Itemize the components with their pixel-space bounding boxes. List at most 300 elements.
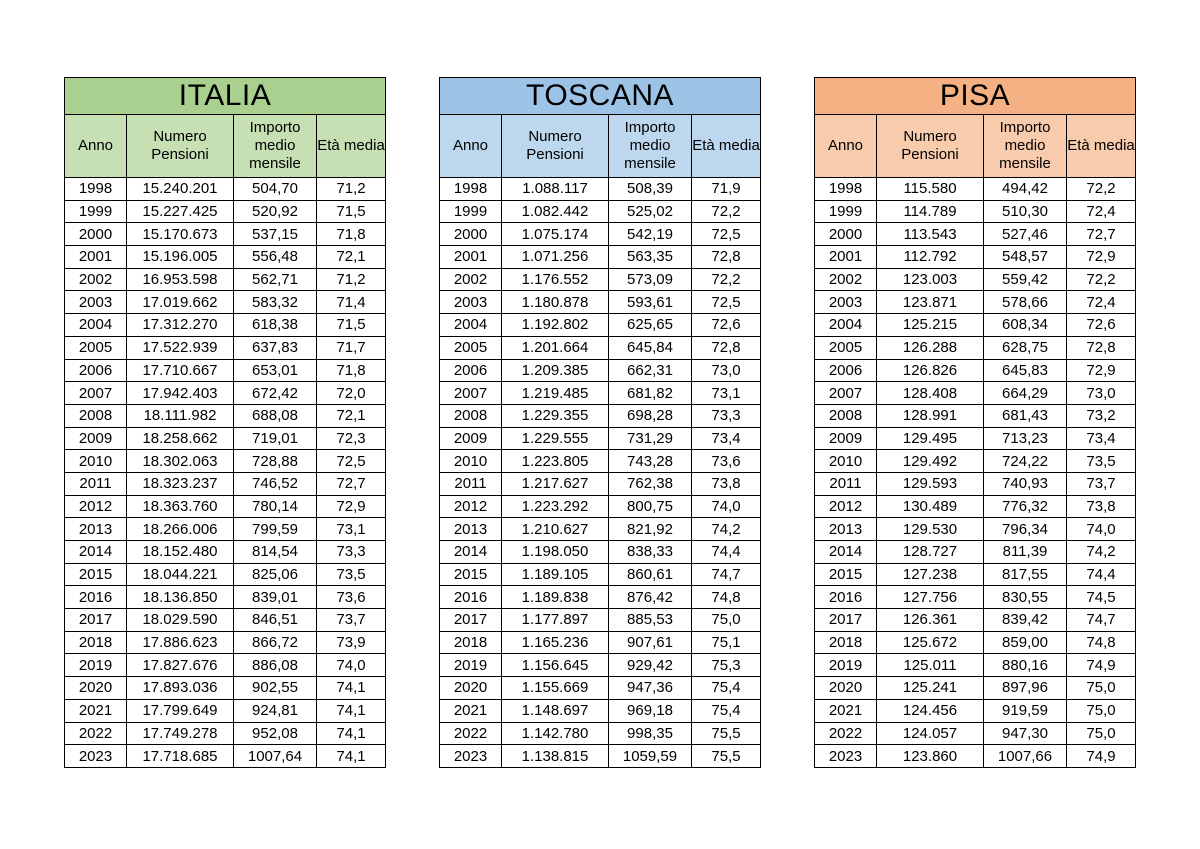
cell-importo: 583,32 bbox=[234, 291, 317, 314]
cell-importo: 578,66 bbox=[984, 291, 1067, 314]
table-pisa bbox=[814, 77, 1136, 768]
cell-anno: 2010 bbox=[815, 450, 877, 473]
cell-numero-pensioni: 1.219.485 bbox=[502, 382, 609, 405]
cell-importo: 548,57 bbox=[984, 246, 1067, 269]
table-row bbox=[815, 291, 1136, 314]
cell-eta: 75,5 bbox=[692, 722, 761, 745]
cell-eta: 73,6 bbox=[317, 586, 386, 609]
cell-numero-pensioni: 17.942.403 bbox=[127, 382, 234, 405]
cell-eta: 74,8 bbox=[1067, 631, 1136, 654]
table-row bbox=[815, 178, 1136, 201]
table-row bbox=[815, 404, 1136, 427]
cell-anno: 2019 bbox=[65, 654, 127, 677]
table-row bbox=[440, 631, 761, 654]
cell-importo: 952,08 bbox=[234, 722, 317, 745]
cell-anno: 2017 bbox=[815, 609, 877, 632]
cell-eta: 74,9 bbox=[1067, 654, 1136, 677]
table-row bbox=[65, 722, 386, 745]
cell-numero-pensioni: 129.495 bbox=[877, 427, 984, 450]
cell-eta: 71,2 bbox=[317, 178, 386, 201]
cell-eta: 74,1 bbox=[317, 722, 386, 745]
cell-anno: 2017 bbox=[65, 609, 127, 632]
cell-anno: 2022 bbox=[440, 722, 502, 745]
cell-eta: 72,6 bbox=[1067, 314, 1136, 337]
cell-importo: 811,39 bbox=[984, 541, 1067, 564]
cell-anno: 2021 bbox=[65, 699, 127, 722]
cell-importo: 886,08 bbox=[234, 654, 317, 677]
table-row bbox=[440, 223, 761, 246]
cell-numero-pensioni: 1.223.805 bbox=[502, 450, 609, 473]
cell-importo: 562,71 bbox=[234, 268, 317, 291]
cell-numero-pensioni: 125.215 bbox=[877, 314, 984, 337]
cell-numero-pensioni: 128.408 bbox=[877, 382, 984, 405]
cell-numero-pensioni: 126.361 bbox=[877, 609, 984, 632]
cell-eta: 73,0 bbox=[1067, 382, 1136, 405]
cell-eta: 73,8 bbox=[692, 472, 761, 495]
table-row bbox=[815, 427, 1136, 450]
cell-numero-pensioni: 129.530 bbox=[877, 518, 984, 541]
cell-eta: 72,1 bbox=[317, 404, 386, 427]
cell-eta: 73,3 bbox=[692, 404, 761, 427]
table-body bbox=[440, 178, 761, 768]
cell-eta: 72,9 bbox=[317, 495, 386, 518]
cell-importo: 527,46 bbox=[984, 223, 1067, 246]
cell-eta: 71,8 bbox=[317, 223, 386, 246]
cell-eta: 75,0 bbox=[1067, 722, 1136, 745]
table-row bbox=[65, 495, 386, 518]
cell-numero-pensioni: 17.827.676 bbox=[127, 654, 234, 677]
cell-eta: 72,2 bbox=[1067, 178, 1136, 201]
cell-anno: 2012 bbox=[815, 495, 877, 518]
cell-numero-pensioni: 1.088.117 bbox=[502, 178, 609, 201]
table-row bbox=[440, 404, 761, 427]
cell-eta: 74,5 bbox=[1067, 586, 1136, 609]
cell-anno: 2021 bbox=[440, 699, 502, 722]
table-row bbox=[815, 495, 1136, 518]
table-row bbox=[815, 541, 1136, 564]
cell-eta: 72,3 bbox=[317, 427, 386, 450]
cell-eta: 74,7 bbox=[692, 563, 761, 586]
cell-numero-pensioni: 125.672 bbox=[877, 631, 984, 654]
cell-importo: 719,01 bbox=[234, 427, 317, 450]
cell-importo: 947,36 bbox=[609, 677, 692, 700]
cell-numero-pensioni: 1.180.878 bbox=[502, 291, 609, 314]
cell-anno: 2000 bbox=[65, 223, 127, 246]
cell-importo: 653,01 bbox=[234, 359, 317, 382]
cell-anno: 1998 bbox=[815, 178, 877, 201]
cell-importo: 814,54 bbox=[234, 541, 317, 564]
cell-anno: 2012 bbox=[65, 495, 127, 518]
cell-importo: 508,39 bbox=[609, 178, 692, 201]
cell-numero-pensioni: 1.156.645 bbox=[502, 654, 609, 677]
cell-anno: 2011 bbox=[440, 472, 502, 495]
cell-importo: 593,61 bbox=[609, 291, 692, 314]
cell-numero-pensioni: 1.198.050 bbox=[502, 541, 609, 564]
cell-numero-pensioni: 17.312.270 bbox=[127, 314, 234, 337]
cell-eta: 74,9 bbox=[1067, 745, 1136, 768]
cell-eta: 75,3 bbox=[692, 654, 761, 677]
cell-anno: 2006 bbox=[815, 359, 877, 382]
table-row bbox=[65, 563, 386, 586]
cell-importo: 728,88 bbox=[234, 450, 317, 473]
cell-eta: 73,4 bbox=[1067, 427, 1136, 450]
table-row bbox=[815, 246, 1136, 269]
cell-anno: 2003 bbox=[65, 291, 127, 314]
cell-anno: 2008 bbox=[815, 404, 877, 427]
table-row bbox=[815, 382, 1136, 405]
cell-eta: 73,2 bbox=[1067, 404, 1136, 427]
cell-anno: 2022 bbox=[815, 722, 877, 745]
table-title: ITALIA bbox=[65, 78, 386, 115]
cell-anno: 2023 bbox=[65, 745, 127, 768]
table-row bbox=[65, 268, 386, 291]
cell-importo: 688,08 bbox=[234, 404, 317, 427]
cell-eta: 75,5 bbox=[692, 745, 761, 768]
cell-numero-pensioni: 128.991 bbox=[877, 404, 984, 427]
cell-anno: 2014 bbox=[815, 541, 877, 564]
cell-numero-pensioni: 17.710.667 bbox=[127, 359, 234, 382]
cell-numero-pensioni: 124.456 bbox=[877, 699, 984, 722]
cell-numero-pensioni: 113.543 bbox=[877, 223, 984, 246]
cell-anno: 2020 bbox=[815, 677, 877, 700]
table-row bbox=[65, 291, 386, 314]
cell-numero-pensioni: 17.886.623 bbox=[127, 631, 234, 654]
table-row bbox=[440, 745, 761, 768]
table-row bbox=[815, 699, 1136, 722]
table-row bbox=[440, 609, 761, 632]
cell-eta: 72,8 bbox=[692, 246, 761, 269]
cell-importo: 866,72 bbox=[234, 631, 317, 654]
col-header-numero-pensioni: Numero Pensioni bbox=[877, 115, 984, 178]
cell-importo: 839,42 bbox=[984, 609, 1067, 632]
cell-importo: 762,38 bbox=[609, 472, 692, 495]
cell-anno: 2018 bbox=[440, 631, 502, 654]
cell-anno: 2000 bbox=[440, 223, 502, 246]
cell-numero-pensioni: 126.826 bbox=[877, 359, 984, 382]
cell-numero-pensioni: 17.522.939 bbox=[127, 336, 234, 359]
cell-anno: 2005 bbox=[440, 336, 502, 359]
table-body bbox=[815, 178, 1136, 768]
cell-eta: 75,0 bbox=[1067, 699, 1136, 722]
table-body bbox=[65, 178, 386, 768]
table-row bbox=[65, 541, 386, 564]
cell-numero-pensioni: 15.170.673 bbox=[127, 223, 234, 246]
cell-eta: 71,5 bbox=[317, 314, 386, 337]
cell-importo: 724,22 bbox=[984, 450, 1067, 473]
cell-numero-pensioni: 17.019.662 bbox=[127, 291, 234, 314]
cell-numero-pensioni: 17.893.036 bbox=[127, 677, 234, 700]
table-title: TOSCANA bbox=[440, 78, 761, 115]
cell-importo: 859,00 bbox=[984, 631, 1067, 654]
cell-importo: 618,38 bbox=[234, 314, 317, 337]
table-row bbox=[440, 291, 761, 314]
cell-eta: 74,4 bbox=[692, 541, 761, 564]
cell-importo: 628,75 bbox=[984, 336, 1067, 359]
cell-numero-pensioni: 18.152.480 bbox=[127, 541, 234, 564]
table-row bbox=[65, 359, 386, 382]
table-row bbox=[65, 677, 386, 700]
table-row bbox=[65, 314, 386, 337]
cell-anno: 2004 bbox=[65, 314, 127, 337]
cell-numero-pensioni: 1.071.256 bbox=[502, 246, 609, 269]
cell-importo: 902,55 bbox=[234, 677, 317, 700]
cell-eta: 72,2 bbox=[1067, 268, 1136, 291]
cell-numero-pensioni: 126.288 bbox=[877, 336, 984, 359]
cell-numero-pensioni: 15.240.201 bbox=[127, 178, 234, 201]
cell-importo: 919,59 bbox=[984, 699, 1067, 722]
cell-anno: 2010 bbox=[440, 450, 502, 473]
table-row bbox=[65, 609, 386, 632]
table-row bbox=[65, 450, 386, 473]
cell-eta: 73,7 bbox=[317, 609, 386, 632]
cell-anno: 2003 bbox=[815, 291, 877, 314]
cell-importo: 645,84 bbox=[609, 336, 692, 359]
cell-numero-pensioni: 125.241 bbox=[877, 677, 984, 700]
col-header-anno: Anno bbox=[65, 115, 127, 178]
cell-anno: 2019 bbox=[440, 654, 502, 677]
cell-numero-pensioni: 15.196.005 bbox=[127, 246, 234, 269]
cell-eta: 74,1 bbox=[317, 677, 386, 700]
cell-importo: 1059,59 bbox=[609, 745, 692, 768]
cell-importo: 664,29 bbox=[984, 382, 1067, 405]
cell-eta: 72,4 bbox=[1067, 291, 1136, 314]
cell-eta: 73,3 bbox=[317, 541, 386, 564]
cell-importo: 713,23 bbox=[984, 427, 1067, 450]
cell-importo: 510,30 bbox=[984, 200, 1067, 223]
table-row bbox=[440, 200, 761, 223]
cell-importo: 525,02 bbox=[609, 200, 692, 223]
cell-numero-pensioni: 1.209.385 bbox=[502, 359, 609, 382]
cell-eta: 75,4 bbox=[692, 677, 761, 700]
table-row bbox=[65, 745, 386, 768]
cell-importo: 897,96 bbox=[984, 677, 1067, 700]
cell-numero-pensioni: 1.192.802 bbox=[502, 314, 609, 337]
cell-eta: 72,7 bbox=[1067, 223, 1136, 246]
cell-anno: 2012 bbox=[440, 495, 502, 518]
cell-numero-pensioni: 1.201.664 bbox=[502, 336, 609, 359]
table-italia bbox=[64, 77, 386, 768]
cell-numero-pensioni: 1.176.552 bbox=[502, 268, 609, 291]
cell-importo: 876,42 bbox=[609, 586, 692, 609]
cell-eta: 74,2 bbox=[692, 518, 761, 541]
cell-importo: 559,42 bbox=[984, 268, 1067, 291]
col-header-anno: Anno bbox=[440, 115, 502, 178]
cell-eta: 72,5 bbox=[692, 291, 761, 314]
cell-eta: 73,1 bbox=[317, 518, 386, 541]
cell-importo: 821,92 bbox=[609, 518, 692, 541]
cell-numero-pensioni: 1.177.897 bbox=[502, 609, 609, 632]
cell-importo: 998,35 bbox=[609, 722, 692, 745]
cell-importo: 1007,64 bbox=[234, 745, 317, 768]
table-row bbox=[440, 472, 761, 495]
cell-eta: 71,5 bbox=[317, 200, 386, 223]
cell-anno: 2018 bbox=[815, 631, 877, 654]
cell-eta: 71,4 bbox=[317, 291, 386, 314]
cell-numero-pensioni: 129.492 bbox=[877, 450, 984, 473]
cell-importo: 830,55 bbox=[984, 586, 1067, 609]
cell-anno: 2021 bbox=[815, 699, 877, 722]
cell-importo: 947,30 bbox=[984, 722, 1067, 745]
table-row bbox=[815, 223, 1136, 246]
table-row bbox=[440, 654, 761, 677]
table-row bbox=[440, 268, 761, 291]
cell-importo: 681,43 bbox=[984, 404, 1067, 427]
cell-importo: 740,93 bbox=[984, 472, 1067, 495]
table-row bbox=[65, 178, 386, 201]
cell-numero-pensioni: 1.138.815 bbox=[502, 745, 609, 768]
cell-eta: 73,5 bbox=[317, 563, 386, 586]
cell-numero-pensioni: 1.165.236 bbox=[502, 631, 609, 654]
table-row bbox=[440, 495, 761, 518]
cell-numero-pensioni: 1.142.780 bbox=[502, 722, 609, 745]
cell-anno: 2006 bbox=[440, 359, 502, 382]
cell-eta: 72,9 bbox=[1067, 359, 1136, 382]
cell-eta: 71,9 bbox=[692, 178, 761, 201]
cell-anno: 2002 bbox=[815, 268, 877, 291]
cell-anno: 2005 bbox=[815, 336, 877, 359]
cell-numero-pensioni: 127.756 bbox=[877, 586, 984, 609]
table-row bbox=[440, 178, 761, 201]
cell-importo: 846,51 bbox=[234, 609, 317, 632]
table-row bbox=[815, 472, 1136, 495]
cell-numero-pensioni: 1.189.838 bbox=[502, 586, 609, 609]
cell-anno: 2001 bbox=[815, 246, 877, 269]
table-row bbox=[440, 518, 761, 541]
cell-numero-pensioni: 1.210.627 bbox=[502, 518, 609, 541]
table-row bbox=[815, 314, 1136, 337]
cell-anno: 2013 bbox=[65, 518, 127, 541]
cell-anno: 2020 bbox=[440, 677, 502, 700]
cell-anno: 2009 bbox=[815, 427, 877, 450]
cell-anno: 1998 bbox=[65, 178, 127, 201]
cell-importo: 672,42 bbox=[234, 382, 317, 405]
cell-importo: 573,09 bbox=[609, 268, 692, 291]
cell-eta: 72,7 bbox=[317, 472, 386, 495]
cell-anno: 2020 bbox=[65, 677, 127, 700]
cell-numero-pensioni: 115.580 bbox=[877, 178, 984, 201]
cell-anno: 2004 bbox=[440, 314, 502, 337]
cell-anno: 2016 bbox=[815, 586, 877, 609]
col-header-numero-pensioni: Numero Pensioni bbox=[127, 115, 234, 178]
table-row bbox=[815, 609, 1136, 632]
table-row bbox=[65, 472, 386, 495]
cell-eta: 73,4 bbox=[692, 427, 761, 450]
cell-eta: 71,8 bbox=[317, 359, 386, 382]
cell-anno: 2008 bbox=[440, 404, 502, 427]
table-row bbox=[440, 359, 761, 382]
cell-importo: 825,06 bbox=[234, 563, 317, 586]
cell-importo: 698,28 bbox=[609, 404, 692, 427]
table-row bbox=[65, 654, 386, 677]
cell-anno: 2001 bbox=[440, 246, 502, 269]
cell-anno: 2005 bbox=[65, 336, 127, 359]
cell-importo: 662,31 bbox=[609, 359, 692, 382]
cell-anno: 2001 bbox=[65, 246, 127, 269]
cell-eta: 72,2 bbox=[692, 200, 761, 223]
cell-anno: 2014 bbox=[65, 541, 127, 564]
cell-anno: 2000 bbox=[815, 223, 877, 246]
cell-numero-pensioni: 123.860 bbox=[877, 745, 984, 768]
table-row bbox=[65, 246, 386, 269]
cell-importo: 563,35 bbox=[609, 246, 692, 269]
cell-numero-pensioni: 17.718.685 bbox=[127, 745, 234, 768]
cell-numero-pensioni: 18.363.760 bbox=[127, 495, 234, 518]
cell-anno: 2018 bbox=[65, 631, 127, 654]
cell-numero-pensioni: 128.727 bbox=[877, 541, 984, 564]
cell-numero-pensioni: 18.302.063 bbox=[127, 450, 234, 473]
cell-eta: 72,6 bbox=[692, 314, 761, 337]
cell-importo: 1007,66 bbox=[984, 745, 1067, 768]
cell-numero-pensioni: 17.799.649 bbox=[127, 699, 234, 722]
table-row bbox=[65, 336, 386, 359]
cell-eta: 72,0 bbox=[317, 382, 386, 405]
cell-anno: 2022 bbox=[65, 722, 127, 745]
table-row bbox=[65, 404, 386, 427]
cell-anno: 2009 bbox=[440, 427, 502, 450]
cell-eta: 72,1 bbox=[317, 246, 386, 269]
cell-eta: 74,1 bbox=[317, 745, 386, 768]
cell-eta: 73,8 bbox=[1067, 495, 1136, 518]
cell-eta: 72,8 bbox=[692, 336, 761, 359]
cell-numero-pensioni: 18.258.662 bbox=[127, 427, 234, 450]
cell-eta: 75,4 bbox=[692, 699, 761, 722]
cell-numero-pensioni: 130.489 bbox=[877, 495, 984, 518]
table-row bbox=[440, 699, 761, 722]
cell-importo: 800,75 bbox=[609, 495, 692, 518]
table-row bbox=[65, 223, 386, 246]
cell-importo: 494,42 bbox=[984, 178, 1067, 201]
cell-eta: 72,5 bbox=[692, 223, 761, 246]
cell-numero-pensioni: 114.789 bbox=[877, 200, 984, 223]
table-row bbox=[815, 336, 1136, 359]
table-row bbox=[440, 336, 761, 359]
cell-eta: 72,5 bbox=[317, 450, 386, 473]
cell-numero-pensioni: 127.238 bbox=[877, 563, 984, 586]
cell-eta: 75,0 bbox=[692, 609, 761, 632]
table-row bbox=[815, 631, 1136, 654]
cell-numero-pensioni: 1.082.442 bbox=[502, 200, 609, 223]
cell-numero-pensioni: 18.111.982 bbox=[127, 404, 234, 427]
cell-anno: 2023 bbox=[440, 745, 502, 768]
cell-anno: 2009 bbox=[65, 427, 127, 450]
cell-numero-pensioni: 1.148.697 bbox=[502, 699, 609, 722]
cell-importo: 817,55 bbox=[984, 563, 1067, 586]
cell-eta: 71,2 bbox=[317, 268, 386, 291]
table-row bbox=[440, 677, 761, 700]
cell-anno: 2015 bbox=[815, 563, 877, 586]
cell-numero-pensioni: 1.229.555 bbox=[502, 427, 609, 450]
cell-importo: 799,59 bbox=[234, 518, 317, 541]
col-header-eta: Età media bbox=[692, 115, 761, 178]
cell-importo: 645,83 bbox=[984, 359, 1067, 382]
table-row bbox=[815, 268, 1136, 291]
cell-importo: 880,16 bbox=[984, 654, 1067, 677]
cell-numero-pensioni: 1.075.174 bbox=[502, 223, 609, 246]
col-header-eta: Età media bbox=[1067, 115, 1136, 178]
cell-eta: 72,9 bbox=[1067, 246, 1136, 269]
cell-eta: 73,5 bbox=[1067, 450, 1136, 473]
cell-anno: 2013 bbox=[440, 518, 502, 541]
table-row bbox=[440, 427, 761, 450]
cell-eta: 73,9 bbox=[317, 631, 386, 654]
cell-anno: 1999 bbox=[440, 200, 502, 223]
table-row bbox=[815, 450, 1136, 473]
table-row bbox=[65, 631, 386, 654]
cell-anno: 2010 bbox=[65, 450, 127, 473]
cell-anno: 2019 bbox=[815, 654, 877, 677]
cell-anno: 2015 bbox=[65, 563, 127, 586]
cell-eta: 75,1 bbox=[692, 631, 761, 654]
